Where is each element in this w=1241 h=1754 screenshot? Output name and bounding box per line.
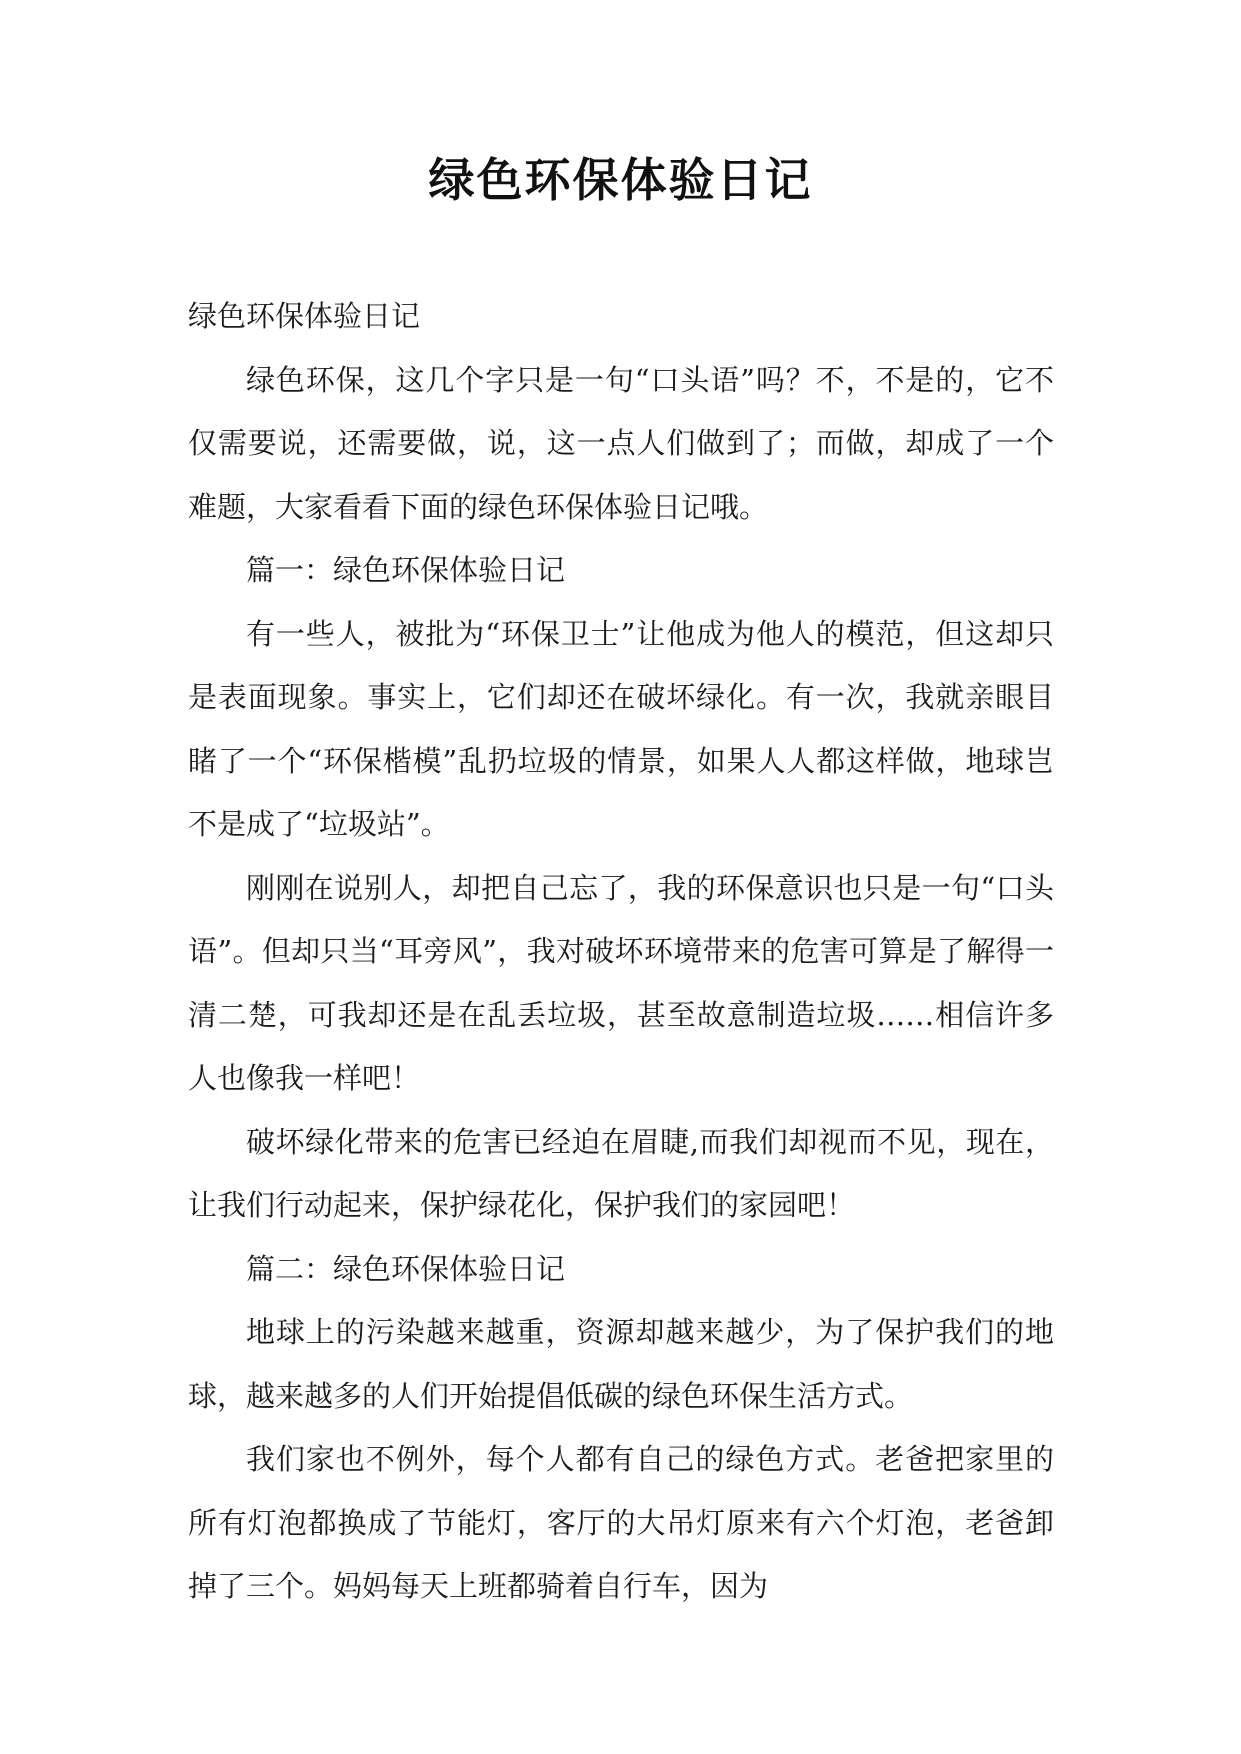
- page-title: 绿色环保体验日记: [428, 153, 813, 207]
- paragraph: 地球上的污染越来越重，资源却越来越少，为了保护我们的地球，越来越多的人们开始提倡低碳的绿色环保生活方式。: [188, 1315, 1054, 1413]
- intro-paragraph: 绿色环保，这几个字只是一句“口头语”吗？不，不是的，它不仅需要说，还需要做，说，这一点人们做到了；而做，却成了一个难题，大家看看下面的绿色环保体验日记哦。: [188, 362, 1054, 524]
- section-heading-2: 篇二：绿色环保体验日记: [246, 1251, 566, 1286]
- document-body: [188, 285, 1054, 1619]
- paragraph: 我们家也不例外，每个人都有自己的绿色方式。老爸把家里的所有灯泡都换成了节能灯，客厅的大吊灯原来有六个灯泡，老爸卸掉了三个。妈妈每天上班都骑着自行车，因为: [188, 1442, 1054, 1603]
- paragraph: 破坏绿化带来的危害已经迫在眉睫,而我们却视而不见，现在，让我们行动起来，保护绿花化，保护我们的家园吧！: [188, 1124, 1054, 1222]
- intro-heading: 绿色环保体验日记: [188, 299, 421, 333]
- paragraph: 有一些人，被批为“环保卫士”让他成为他人的模范，但这却只是表面现象。事实上，它们却还在破坏绿化。有一次，我就亲眼目睹了一个“环保楷模”乱扔垃圾的情景，如果人人都这样做，地球岂不是成了“垃圾站”。: [188, 616, 1054, 841]
- section-heading-1: 篇一：绿色环保体验日记: [246, 553, 566, 587]
- paragraph: 刚刚在说别人，却把自己忘了，我的环保意识也只是一句“口头语”。但却只当“耳旁风”，我对破坏环境带来的危害可算是了解得一清二楚，可我却还是在乱丢垃圾，甚至故意制造垃圾……相信许多人也像我一样吧！: [188, 870, 1054, 1095]
